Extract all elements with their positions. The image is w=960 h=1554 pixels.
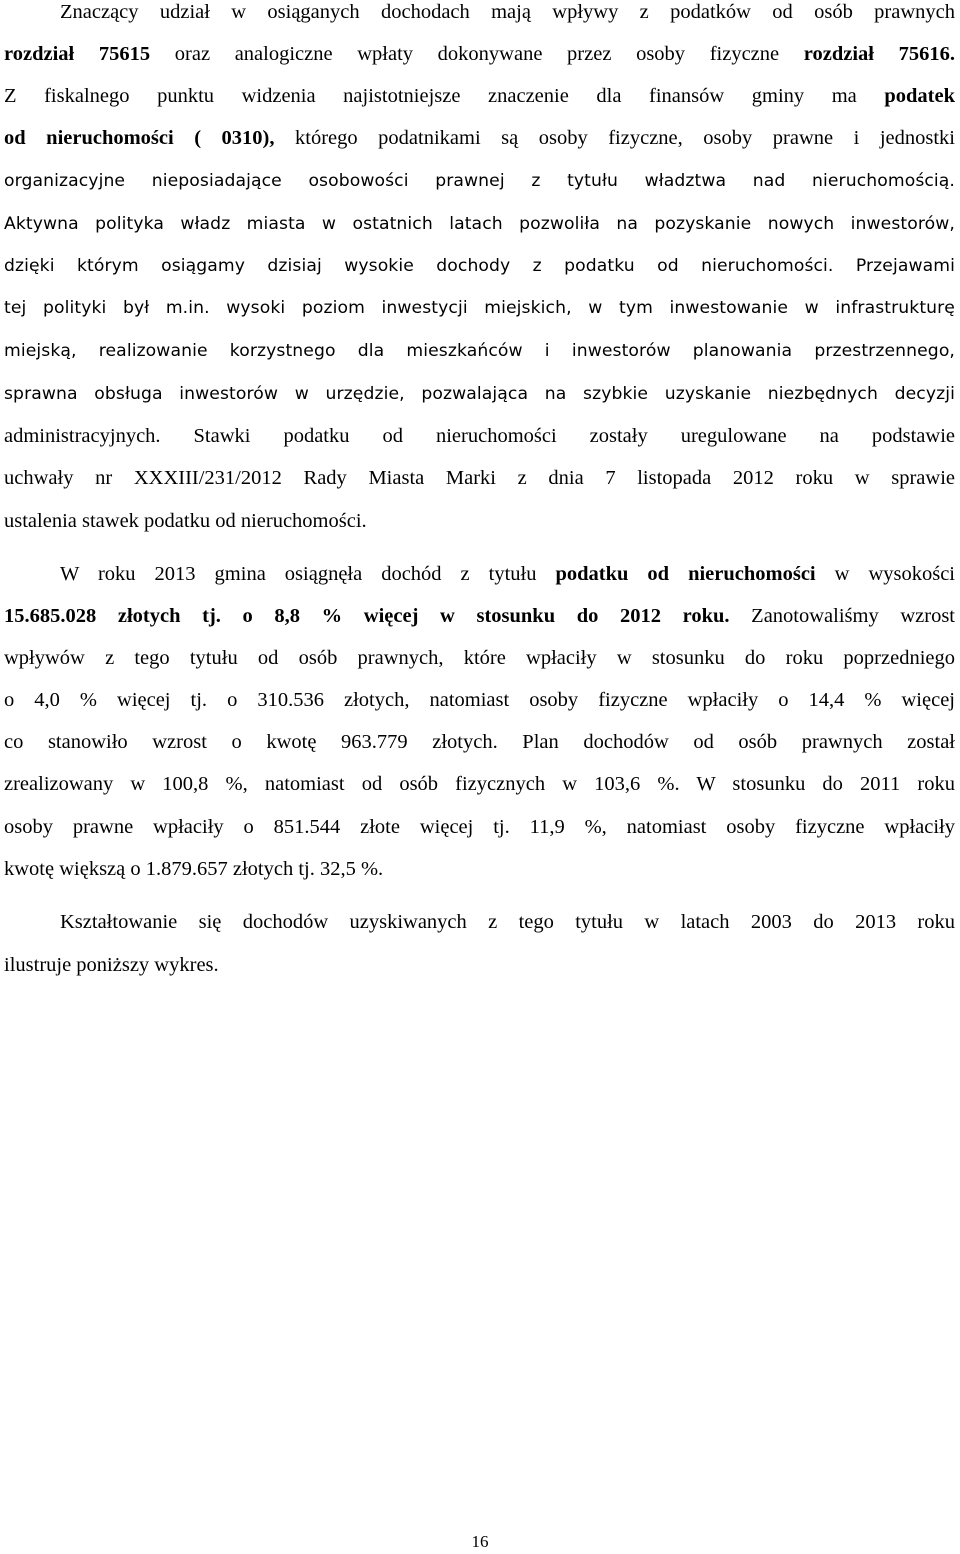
line-text: ilustruje poniższy wykres.	[4, 954, 219, 976]
line-text: o 4,0 % więcej tj. o 310.536 złotych, natomiast osoby fizyczne wpłaciły o 14,4 % więcej	[4, 689, 955, 711]
line-text: miejską, realizowanie korzystnego dla mieszkańców i inwestorów planowania przestrzennego,	[4, 341, 955, 361]
text-line	[4, 120, 955, 156]
line-text: Z fiskalnego punktu widzenia najistotniejsze znaczenie dla finansów gminy ma	[4, 85, 885, 107]
text-line	[4, 206, 955, 242]
text-line	[4, 78, 955, 114]
text-line	[60, 904, 955, 940]
line-text: tej polityki był m.in. wysoki poziom inwestycji miejskich, w tym inwestowanie w infrastrukturę	[4, 298, 955, 318]
text-line	[4, 36, 955, 72]
line-text: zrealizowany w 100,8 %, natomiast od osób fizycznych w 103,6 %. W stosunku do 2011 roku	[4, 773, 955, 795]
text-line	[4, 851, 955, 887]
text-line	[4, 766, 955, 802]
line-text: dzięki którym osiągamy dzisiaj wysokie dochody z podatku od nieruchomości. Przejawami	[4, 256, 955, 276]
line-text: Aktywna polityka władz miasta w ostatnich latach pozwoliła na pozyskanie nowych inwestorów,	[4, 214, 955, 234]
line-text: uchwały nr XXXIII/231/2012 Rady Miasta Marki z dnia 7 listopada 2012 roku w sprawie	[4, 467, 955, 489]
text-line	[4, 290, 955, 326]
line-text: administracyjnych. Stawki podatku od nieruchomości zostały uregulowane na podstawie	[4, 425, 955, 447]
line-text: Znaczący udział w osiąganych dochodach mają wpływy z podatków od osób prawnych	[60, 1, 955, 23]
line-text: oraz analogiczne wpłaty dokonywane przez osoby fizyczne	[150, 43, 804, 65]
text-line	[4, 460, 955, 496]
text-line	[4, 503, 955, 539]
line-text: osoby prawne wpłaciły o 851.544 złote więcej tj. 11,9 %, natomiast osoby fizyczne wpłaciły	[4, 816, 955, 838]
bold-text: podatku od nieruchomości	[555, 563, 816, 585]
text-line	[4, 163, 955, 199]
text-line	[4, 682, 955, 718]
line-text: co stanowiło wzrost o kwotę 963.779 złotych. Plan dochodów od osób prawnych został	[4, 731, 955, 753]
text-line	[4, 809, 955, 845]
text-line	[4, 724, 955, 760]
text-line	[4, 598, 955, 634]
text-line	[60, 556, 955, 592]
text-line	[4, 248, 955, 284]
text-line	[4, 333, 955, 369]
line-text: sprawna obsługa inwestorów w urzędzie, pozwalająca na szybkie uzyskanie niezbędnych decyzji	[4, 384, 955, 404]
bold-text: od nieruchomości ( 0310),	[4, 127, 275, 149]
text-line	[4, 418, 955, 454]
line-text: Kształtowanie się dochodów uzyskiwanych z tego tytułu w latach 2003 do 2013 roku	[60, 911, 955, 933]
line-text: którego podatnikami są osoby fizyczne, osoby prawne i jednostki	[274, 127, 955, 149]
page-number: 16	[471, 1532, 489, 1551]
line-text: W roku 2013 gmina osiągnęła dochód z tytułu	[60, 563, 556, 585]
bold-text: 15.685.028 złotych tj. o 8,8 % więcej w stosunku do 2012 roku.	[4, 605, 730, 627]
line-text: kwotę większą o 1.879.657 złotych tj. 32,5 %.	[4, 858, 384, 880]
line-text: w wysokości	[815, 563, 955, 585]
line-text: wpływów z tego tytułu od osób prawnych, które wpłaciły w stosunku do roku poprzedniego	[4, 647, 955, 669]
text-line	[4, 947, 955, 983]
text-line	[4, 640, 955, 676]
text-line	[4, 376, 955, 412]
bold-text: podatek	[884, 85, 955, 107]
line-text: organizacyjne nieposiadające osobowości prawnej z tytułu władztwa nad nieruchomością.	[4, 171, 955, 191]
line-text: Zanotowaliśmy wzrost	[729, 605, 955, 627]
bold-text: rozdział 75616.	[803, 43, 955, 65]
line-text: ustalenia stawek podatku od nieruchomości.	[4, 510, 367, 532]
bold-text: rozdział 75615	[4, 43, 151, 65]
text-line	[60, 0, 955, 30]
